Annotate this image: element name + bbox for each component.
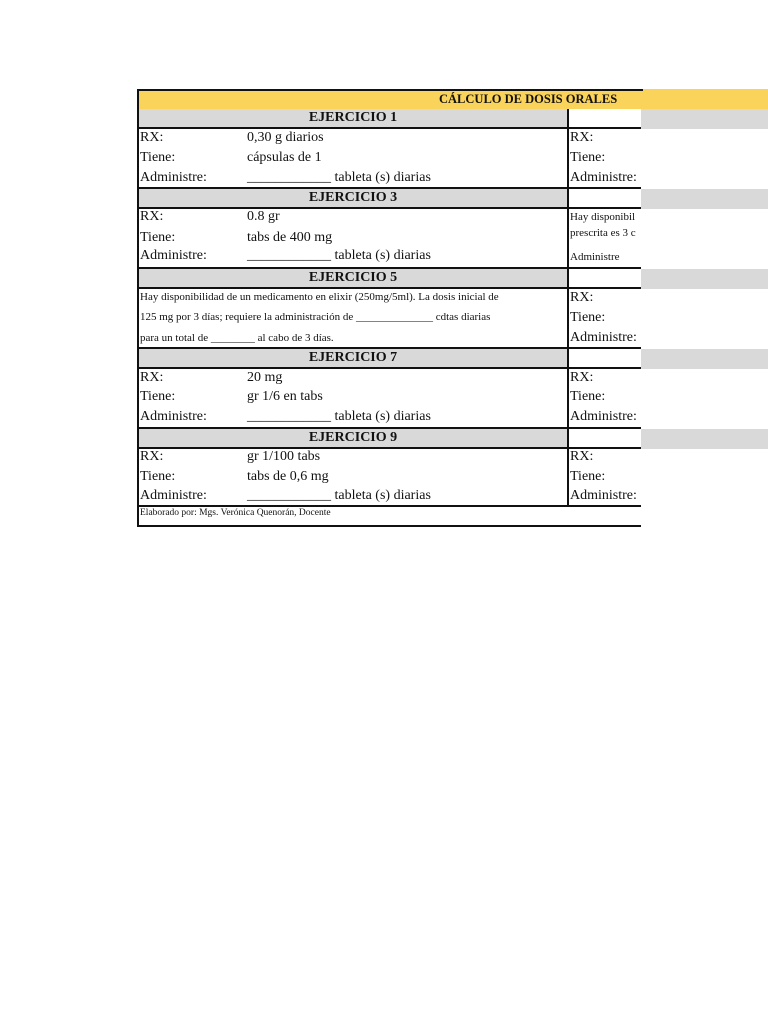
- exercise-9-header: [137, 429, 768, 449]
- exercise-3-tiene: tabs de 400 mg: [247, 230, 333, 245]
- exercise-3-header: [137, 189, 768, 209]
- tiene-label: Tiene:: [140, 389, 176, 404]
- exercise-6-rx-label: RX:: [570, 290, 594, 305]
- worksheet-title: CÁLCULO DE DOSIS ORALES: [439, 92, 618, 106]
- exercise-2-administre-label: Administre:: [570, 170, 637, 185]
- exercise-1-rx: 0,30 g diarios: [247, 130, 324, 145]
- title-bar: [137, 89, 768, 109]
- author-credit: Elaborado por: Mgs. Verónica Quenorán, Docente: [140, 508, 331, 518]
- exercise-5-line-3: para un total de ________ al cabo de 3 días.: [140, 332, 334, 344]
- exercise-1-header: [137, 109, 768, 129]
- exercise-3-administre: ____________ tableta (s) diarias: [247, 248, 431, 263]
- footer: [137, 506, 641, 527]
- exercise-7-administre: ____________ tableta (s) diarias: [247, 409, 431, 424]
- exercise-7-title: EJERCICIO 7: [308, 350, 398, 365]
- exercise-7-header: [137, 349, 768, 369]
- rx-label: RX:: [140, 209, 164, 224]
- exercise-4-line-2: prescrita es 3 c: [570, 227, 636, 239]
- exercise-1-tiene: cápsulas de 1: [247, 150, 322, 165]
- exercise-4-line-1: Hay disponibil: [570, 211, 636, 223]
- exercise-8-administre-label: Administre:: [570, 409, 637, 424]
- rx-label: RX:: [140, 449, 164, 464]
- exercise-3-block: [137, 209, 641, 269]
- exercise-9-administre: ____________ tableta (s) diarias: [247, 488, 431, 503]
- exercise-1-block: [137, 129, 641, 189]
- tiene-label: Tiene:: [140, 469, 176, 484]
- exercise-5-title: EJERCICIO 5: [308, 270, 398, 285]
- exercise-8-tiene-label: Tiene:: [570, 389, 606, 404]
- tiene-label: Tiene:: [140, 230, 176, 245]
- exercise-7-block: [137, 369, 641, 429]
- tiene-label: Tiene:: [140, 150, 176, 165]
- rx-label: RX:: [140, 370, 164, 385]
- exercise-1-administre: ____________ tableta (s) diarias: [247, 170, 431, 185]
- exercise-8-rx-label: RX:: [570, 370, 594, 385]
- exercise-9-block: [137, 449, 641, 507]
- administre-label: Administre:: [140, 248, 207, 263]
- exercise-5-block: [137, 289, 641, 349]
- exercise-3-rx: 0.8 gr: [247, 209, 280, 224]
- dosage-worksheet: [137, 89, 768, 527]
- exercise-7-rx: 20 mg: [247, 370, 283, 385]
- exercise-10-rx-label: RX:: [570, 449, 594, 464]
- exercise-6-tiene-label: Tiene:: [570, 310, 606, 325]
- exercise-4-administre: Administre: [570, 251, 620, 263]
- exercise-2-rx-label: RX:: [570, 130, 594, 145]
- exercise-10-tiene-label: Tiene:: [570, 469, 606, 484]
- exercise-2-tiene-label: Tiene:: [570, 150, 606, 165]
- exercise-5-line-1: Hay disponibilidad de un medicamento en elixir (250mg/5ml). La dosis inicial de: [140, 291, 499, 303]
- exercise-10-administre-label: Administre:: [570, 488, 637, 503]
- exercise-9-rx: gr 1/100 tabs: [247, 449, 321, 464]
- administre-label: Administre:: [140, 488, 207, 503]
- exercise-9-title: EJERCICIO 9: [308, 430, 398, 445]
- exercise-1-title: EJERCICIO 1: [308, 110, 398, 125]
- exercise-5-header: [137, 269, 768, 289]
- rx-label: RX:: [140, 130, 164, 145]
- exercise-9-tiene: tabs de 0,6 mg: [247, 469, 329, 484]
- exercise-7-tiene: gr 1/6 en tabs: [247, 389, 323, 404]
- exercise-3-title: EJERCICIO 3: [308, 190, 398, 205]
- exercise-5-line-2: 125 mg por 3 días; requiere la administración de ______________ cdtas diarias: [140, 311, 491, 323]
- exercise-6-administre-label: Administre:: [570, 330, 637, 345]
- administre-label: Administre:: [140, 409, 207, 424]
- administre-label: Administre:: [140, 170, 207, 185]
